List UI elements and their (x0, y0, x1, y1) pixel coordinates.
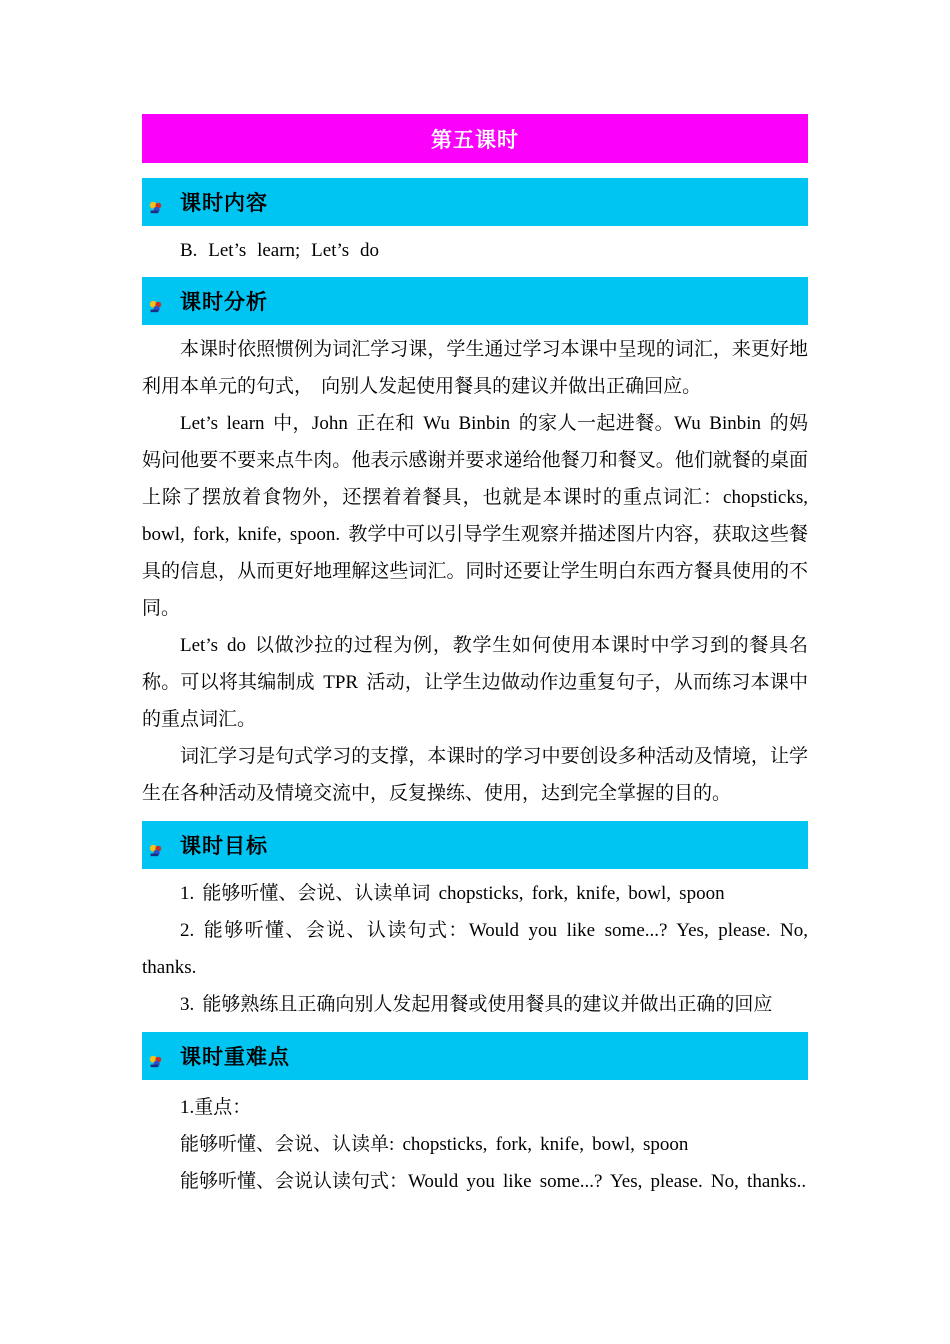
key-point-heading: 1.重点： (180, 1097, 252, 1118)
paragraph: Let’s do 以做沙拉的过程为例，教学生如何使用本课时中学习到的餐具名称。可以将其编制成 TPR 活动，让学生边做动作边重复句子，从而练习本课中的重点词汇。 (142, 635, 808, 730)
goal-item: 1. 能够听懂、会说、认读单词 chopsticks, fork, knife, bowl, spoon (180, 883, 725, 904)
section-body-lesson-goals (142, 875, 808, 1023)
key-point-item: 能够听懂、会说、认读单: chopsticks, fork, knife, bowl, spoon (180, 1134, 689, 1155)
section-body-lesson-content (142, 232, 808, 269)
section-body-key-difficult-points (142, 1089, 808, 1200)
goal-item: 2. 能够听懂、会说、认读句式：Would you like some...? Yes, please. No, thanks. (142, 920, 808, 978)
paragraph: 本课时依照惯例为词汇学习课，学生通过学习本课中呈现的词汇，来更好地利用本单元的句式， 向别人发起使用餐具的建议并做出正确回应。 (142, 339, 808, 397)
section-label: 课时分析 (180, 291, 268, 314)
paragraph: B. Let’s learn; Let’s do (180, 240, 379, 261)
title-banner (142, 114, 808, 163)
key-point-item: 能够听懂、会说认读句式：Would you like some...? Yes, please. No, thanks.. (180, 1171, 807, 1192)
section-body-lesson-analysis (142, 331, 808, 812)
clover-bullet-icon (149, 1051, 162, 1065)
section-label: 课时重难点 (180, 1046, 290, 1069)
section-header-lesson-analysis (142, 277, 808, 325)
section-label: 课时内容 (180, 192, 268, 215)
paragraph: Let’s learn 中，John 正在和 Wu Binbin 的家人一起进餐。Wu Binbin 的妈妈问他要不要来点牛肉。他表示感谢并要求递给他餐刀和餐叉。他们就餐的桌面上除了摆放着食物外，还摆着着餐具，也就是本课时的重点词汇：chopsticks, bowl, fork, knife, spoon. 教学中可以引导学生观察并描述图片内容，获取这些餐具的信息，从而更好地理解这些词汇。同时还要让学生明白东西方餐具使用的不同。 (142, 413, 808, 619)
section-header-key-difficult-points (142, 1032, 808, 1080)
clover-bullet-icon (149, 296, 162, 310)
section-header-lesson-content (142, 178, 808, 226)
section-label: 课时目标 (180, 835, 268, 858)
paragraph: 词汇学习是句式学习的支撑，本课时的学习中要创设多种活动及情境，让学生在各种活动及情境交流中，反复操练、使用，达到完全掌握的目的。 (142, 746, 808, 804)
page-title: 第五课时 (431, 128, 519, 152)
goal-item: 3. 能够熟练且正确向别人发起用餐或使用餐具的建议并做出正确的回应 (180, 994, 773, 1015)
section-header-lesson-goals (142, 821, 808, 869)
clover-bullet-icon (149, 840, 162, 854)
clover-bullet-icon (149, 197, 162, 211)
